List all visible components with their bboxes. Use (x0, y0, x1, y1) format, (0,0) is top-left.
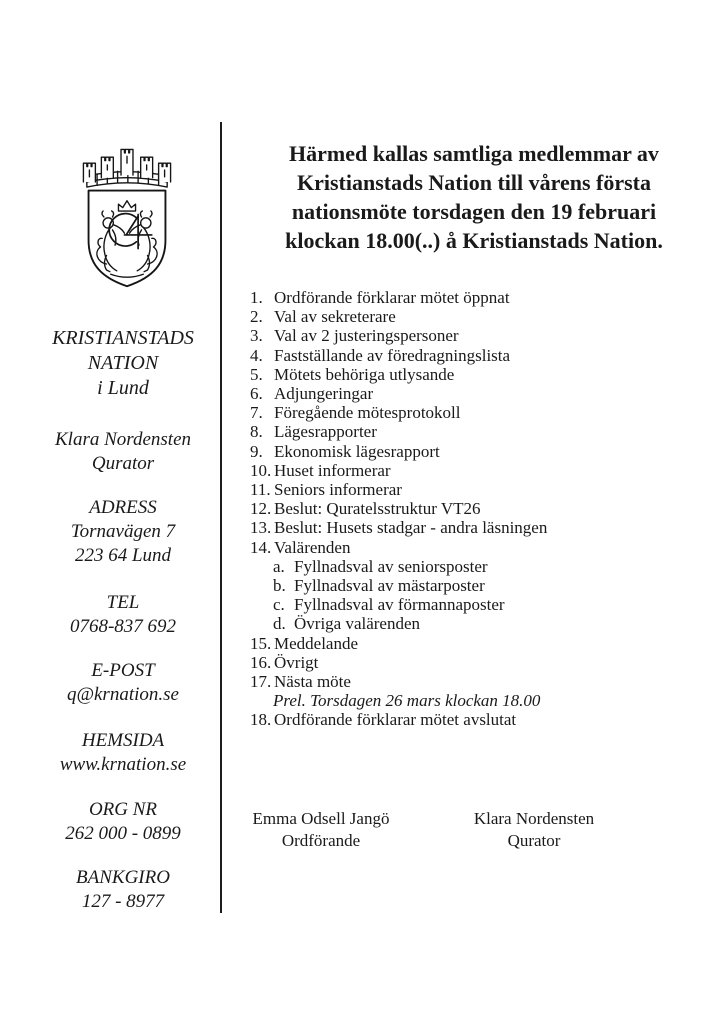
orgnr-label: ORG NR (88, 799, 158, 820)
qurator-title: Qurator (91, 453, 155, 474)
agenda-item: 5. Mötets behöriga utlysande (250, 364, 455, 384)
agenda-item: 11. Seniors informerar (250, 480, 402, 500)
orgnr-block (26, 798, 220, 846)
signature-name: Emma Odsell Jangö (252, 809, 390, 828)
phone-number: 0768-837 692 (69, 616, 177, 637)
email-label: E-POST (91, 660, 155, 681)
signature-name: Klara Nordensten (473, 809, 595, 828)
org-name-line: NATION (87, 352, 159, 374)
agenda-item: 4. Fastställande av föredragningslista (250, 345, 511, 365)
signature-ordforande (246, 808, 396, 852)
qurator-block (26, 428, 220, 476)
agenda-item: 17. Nästa möte (250, 672, 351, 692)
agenda-item: 6. Adjungeringar (250, 384, 374, 404)
address-block (26, 496, 220, 568)
agenda-item: 10. Huset informerar (250, 460, 391, 480)
website-url: www.krnation.se (59, 754, 187, 775)
heading-line: klockan 18.00(..) å Kristianstads Nation. (285, 228, 663, 253)
signature-role: Ordförande (281, 831, 361, 850)
agenda-item: 8. Lägesrapporter (250, 422, 377, 442)
agenda-item: 18. Ordförande förklarar mötet avslutat (250, 710, 517, 730)
website-label: HEMSIDA (81, 730, 165, 751)
heading-line: nationsmöte torsdagen den 19 februari (291, 199, 657, 224)
signature-qurator (464, 808, 604, 852)
agenda-item: 15. Meddelande (250, 633, 359, 653)
heading-line: Härmed kallas samtliga medlemmar av (289, 141, 659, 166)
agenda-item: 7. Föregående mötesprotokoll (250, 403, 461, 423)
address-label: ADRESS (89, 497, 157, 518)
agenda-item: 16. Övrigt (250, 652, 319, 672)
agenda-item: 2. Val av sekreterare (250, 307, 396, 327)
org-name-line: i Lund (97, 377, 149, 399)
bankgiro-value: 127 - 8977 (81, 891, 165, 912)
phone-block (26, 591, 220, 639)
vertical-divider (220, 122, 222, 913)
org-name-line: KRISTIANSTADS (52, 327, 194, 349)
address-street: Tornavägen 7 (70, 521, 176, 542)
agenda-item: 1. Ordförande förklarar mötet öppnat (250, 288, 510, 307)
agenda-subitem: b. Fyllnadsval av mästarposter (273, 576, 485, 596)
agenda-list (250, 288, 716, 730)
bankgiro-label: BANKGIRO (76, 867, 170, 888)
agenda-note: Prel. Torsdagen 26 mars klockan 18.00 (273, 691, 541, 711)
email-block (26, 659, 220, 707)
agenda-item: 3. Val av 2 justeringspersoner (250, 326, 459, 346)
agenda-subitem: c. Fyllnadsval av förmannaposter (273, 595, 505, 615)
phone-label: TEL (106, 592, 140, 613)
notice-heading (236, 139, 712, 255)
org-name-block (26, 326, 220, 401)
heading-line: Kristianstads Nation till vårens första (296, 170, 652, 195)
kristianstad-coat-of-arms-icon (80, 144, 174, 290)
orgnr-value: 262 000 - 0899 (65, 823, 181, 844)
agenda-item: 12. Beslut: Quratelsstruktur VT26 (250, 499, 481, 519)
website-block (26, 729, 220, 777)
address-city: 223 64 Lund (74, 545, 172, 566)
bankgiro-block (26, 866, 220, 914)
agenda-item: 13. Beslut: Husets stadgar - andra läsningen (250, 518, 548, 538)
agenda-item: 9. Ekonomisk lägesrapport (250, 441, 440, 461)
agenda-subitem: d. Övriga valärenden (273, 614, 421, 634)
qurator-name: Klara Nordensten (55, 429, 191, 450)
email-address: q@krnation.se (67, 684, 179, 705)
agenda-subitem: a. Fyllnadsval av seniorsposter (273, 556, 488, 576)
signature-role: Qurator (507, 831, 561, 850)
agenda-item: 14. Valärenden (250, 537, 351, 557)
